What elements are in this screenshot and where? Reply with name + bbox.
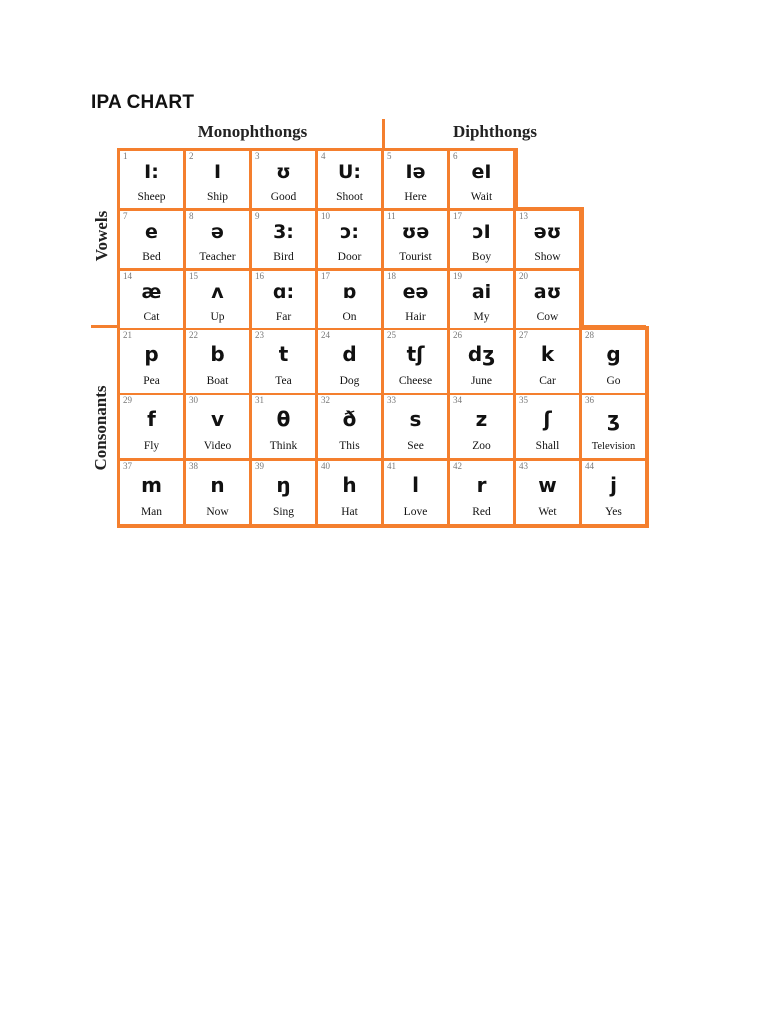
ipa-cell	[384, 151, 447, 208]
cell-number: 19	[453, 271, 462, 281]
example-word: Fly	[143, 440, 160, 452]
ipa-cell	[186, 151, 249, 208]
ipa-cell	[318, 151, 381, 208]
cell-number: 8	[189, 211, 194, 221]
ipa-cell	[120, 151, 183, 208]
ipa-cell	[384, 211, 447, 268]
consonants-label: Consonants	[91, 385, 110, 471]
cell-number: 24	[321, 330, 330, 340]
cell-number: 18	[387, 271, 396, 281]
ipa-symbol: əʊ	[533, 221, 562, 243]
ipa-symbol: U:	[337, 161, 362, 183]
cell-number: 20	[519, 271, 528, 281]
example-word: Red	[472, 506, 491, 518]
ipa-symbol: ɔI	[472, 221, 491, 243]
example-word: Car	[539, 375, 556, 387]
ipa-symbol: ɔ:	[340, 221, 359, 243]
example-word: Bird	[273, 251, 294, 263]
ipa-symbol: n	[210, 473, 225, 497]
monophthongs-header: Monophthongs	[197, 122, 308, 141]
ipa-symbol: eI	[471, 161, 492, 183]
ipa-cell	[120, 271, 183, 328]
ipa-cell	[450, 330, 513, 393]
ipa-symbol: v	[210, 407, 225, 431]
cell-number: 27	[519, 330, 528, 340]
cell-number: 29	[123, 395, 132, 405]
cell-number: 16	[255, 271, 264, 281]
ipa-cell	[450, 151, 513, 208]
cell-number: 38	[189, 461, 198, 471]
ipa-symbol: p	[144, 342, 159, 366]
example-word: This	[339, 440, 360, 452]
ipa-cell	[516, 461, 579, 524]
cell-number: 21	[123, 330, 132, 340]
example-word: Wet	[538, 506, 557, 518]
ipa-cell	[186, 330, 249, 393]
example-word: Door	[337, 251, 362, 263]
example-word: Tourist	[399, 251, 432, 263]
ipa-symbol: ɑ:	[272, 281, 295, 303]
example-word: Video	[203, 440, 232, 452]
example-word: Cat	[143, 311, 160, 323]
example-word: On	[342, 311, 357, 323]
example-word: Ship	[206, 191, 229, 203]
header-divider	[382, 119, 385, 151]
ipa-cell	[582, 461, 645, 524]
cell-number: 6	[453, 151, 458, 161]
cell-number: 44	[585, 461, 594, 471]
example-word: Yes	[605, 506, 622, 518]
ipa-cell	[450, 211, 513, 268]
ipa-cell	[450, 461, 513, 524]
ipa-cell	[318, 211, 381, 268]
ipa-symbol: ʌ	[211, 281, 224, 303]
cell-number: 17	[321, 271, 330, 281]
ipa-symbol: z	[475, 407, 488, 431]
example-word: Good	[270, 191, 297, 203]
cell-number: 2	[189, 151, 194, 161]
example-word: See	[407, 440, 424, 452]
cell-number: 23	[255, 330, 264, 340]
example-word: June	[470, 375, 493, 387]
ipa-symbol: θ	[276, 407, 291, 431]
ipa-cell	[582, 330, 645, 393]
example-word: Dog	[339, 375, 360, 387]
ipa-symbol: ŋ	[276, 473, 291, 497]
cell-number: 9	[255, 211, 260, 221]
ipa-symbol: ð	[342, 407, 357, 431]
cell-number: 31	[255, 395, 264, 405]
ipa-symbol: s	[409, 407, 422, 431]
cell-number: 1	[123, 151, 128, 161]
ipa-cell	[186, 395, 249, 458]
example-word: Boy	[471, 251, 492, 263]
ipa-cell	[582, 395, 645, 458]
ipa-cell	[252, 395, 315, 458]
cell-number: 15	[189, 271, 198, 281]
vowels-label: Vowels	[92, 210, 111, 262]
cell-number: 32	[321, 395, 330, 405]
ipa-cell	[450, 395, 513, 458]
ipa-symbol: eə	[402, 281, 429, 303]
ipa-symbol: l	[412, 473, 419, 497]
cell-number: 17	[453, 211, 462, 221]
cell-number: 25	[387, 330, 396, 340]
ipa-symbol: I:	[144, 161, 159, 183]
cell-number: 7	[123, 211, 128, 221]
ipa-symbol: ʊ	[276, 161, 291, 183]
cell-number: 28	[585, 330, 594, 340]
diphthongs-header: Diphthongs	[452, 122, 538, 141]
ipa-symbol: ʒ	[607, 407, 620, 431]
cell-number: 40	[321, 461, 330, 471]
cell-number: 39	[255, 461, 264, 471]
ipa-symbol: tʃ	[406, 342, 425, 366]
ipa-symbol: m	[141, 473, 162, 497]
ipa-cell	[318, 461, 381, 524]
example-word: Hair	[405, 311, 426, 323]
cell-number: 22	[189, 330, 198, 340]
ipa-symbol: ɒ	[342, 281, 357, 303]
ipa-symbol: w	[538, 473, 557, 497]
ipa-symbol: t	[278, 342, 289, 366]
ipa-cell	[252, 330, 315, 393]
example-word: Wait	[470, 191, 493, 203]
example-word: Teacher	[199, 251, 236, 263]
ipa-cell	[252, 271, 315, 328]
cell-number: 30	[189, 395, 198, 405]
ipa-cell	[516, 271, 579, 328]
ipa-cell	[516, 211, 579, 268]
ipa-symbol: aʊ	[533, 281, 562, 303]
cell-number: 5	[387, 151, 392, 161]
example-word: My	[473, 311, 490, 323]
example-word: Boat	[206, 375, 229, 387]
example-word: Sheep	[137, 191, 166, 203]
cell-number: 11	[387, 211, 396, 221]
cell-number: 41	[387, 461, 396, 471]
example-word: Cheese	[398, 375, 433, 387]
ipa-symbol: g	[606, 342, 621, 366]
ipa-cell	[120, 395, 183, 458]
ipa-symbol: ʃ	[543, 407, 552, 431]
example-word: Pea	[143, 375, 160, 387]
ipa-symbol: æ	[141, 281, 162, 303]
ipa-cell	[516, 395, 579, 458]
cell-number: 42	[453, 461, 462, 471]
example-word: Cow	[536, 311, 559, 323]
ipa-cell	[186, 461, 249, 524]
example-word: Think	[269, 440, 298, 452]
example-word: Sing	[272, 506, 295, 518]
ipa-symbol: h	[342, 473, 357, 497]
ipa-symbol: e	[145, 221, 158, 243]
ipa-cell	[252, 461, 315, 524]
ipa-cell	[384, 461, 447, 524]
ipa-cell	[384, 271, 447, 328]
example-word: Television	[591, 441, 636, 452]
ipa-cell	[186, 271, 249, 328]
example-word: Show	[534, 251, 561, 263]
ipa-symbol: d	[342, 342, 357, 366]
cell-number: 37	[123, 461, 132, 471]
example-word: Now	[206, 506, 229, 518]
example-word: Up	[210, 311, 225, 323]
example-word: Far	[275, 311, 292, 323]
ipa-symbol: k	[540, 342, 555, 366]
ipa-cell	[384, 395, 447, 458]
example-word: Hat	[341, 506, 358, 518]
cell-number: 36	[585, 395, 594, 405]
example-word: Shoot	[336, 191, 363, 203]
ipa-cell	[318, 395, 381, 458]
ipa-symbol: j	[610, 473, 617, 497]
example-word: Love	[403, 506, 428, 518]
example-word: Go	[606, 375, 621, 387]
cell-number: 14	[123, 271, 132, 281]
ipa-cell	[120, 211, 183, 268]
example-word: Bed	[142, 251, 161, 263]
cell-number: 43	[519, 461, 528, 471]
ipa-cell	[252, 211, 315, 268]
ipa-symbol: 3:	[273, 221, 294, 243]
cell-number: 34	[453, 395, 462, 405]
ipa-symbol: b	[210, 342, 225, 366]
ipa-cell	[318, 330, 381, 393]
cell-number: 13	[519, 211, 528, 221]
ipa-symbol: Iə	[405, 161, 426, 183]
ipa-symbol: ʊə	[401, 221, 430, 243]
ipa-symbol: I	[213, 161, 222, 183]
ipa-cell	[450, 271, 513, 328]
cell-number: 4	[321, 151, 326, 161]
cell-number: 35	[519, 395, 528, 405]
example-word: Here	[404, 191, 427, 203]
ipa-symbol: ai	[471, 281, 492, 303]
ipa-cell	[120, 330, 183, 393]
ipa-symbol: r	[476, 473, 487, 497]
cell-number: 3	[255, 151, 260, 161]
ipa-cell	[120, 461, 183, 524]
cell-number: 10	[321, 211, 330, 221]
ipa-cell	[186, 211, 249, 268]
example-word: Zoo	[472, 440, 491, 452]
page-title: IPA CHART	[91, 92, 195, 113]
ipa-symbol: dʒ	[467, 342, 496, 366]
ipa-cell	[252, 151, 315, 208]
ipa-symbol: ə	[211, 221, 224, 243]
example-word: Man	[140, 506, 163, 518]
ipa-cell	[516, 330, 579, 393]
cell-number: 26	[453, 330, 462, 340]
ipa-cell	[384, 330, 447, 393]
example-word: Shall	[535, 440, 560, 452]
ipa-cell	[318, 271, 381, 328]
cell-number: 33	[387, 395, 396, 405]
example-word: Tea	[275, 375, 292, 387]
ipa-symbol: f	[147, 407, 156, 431]
